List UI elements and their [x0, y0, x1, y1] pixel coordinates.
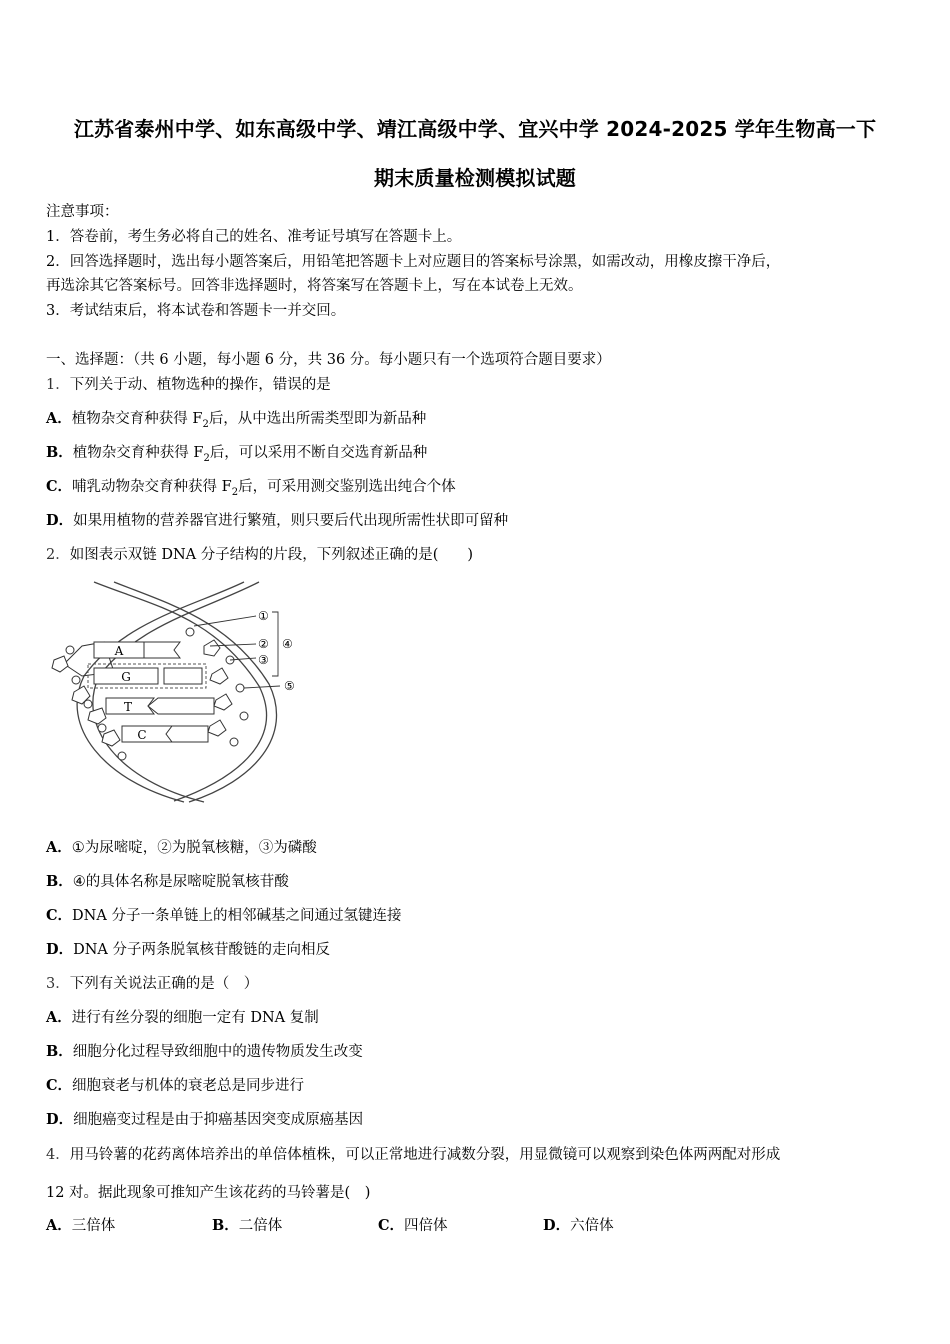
- question-1-option-d: [46, 511, 508, 531]
- option-subscript: 2: [231, 486, 239, 498]
- phosphate-circle: [186, 628, 194, 636]
- option-label: C．: [46, 1077, 73, 1094]
- option-subscript: 2: [202, 418, 209, 430]
- deoxyribose-shape: [214, 694, 232, 710]
- base-pair-a: [94, 642, 180, 658]
- deoxyribose-shape: [88, 708, 106, 724]
- question-3-stem: [46, 974, 258, 994]
- phosphate-circle: [236, 684, 244, 692]
- question-3-text: 下列有关说法正确的是（ ）: [69, 976, 259, 992]
- option-text-rest: 后，从中选出所需类型即为新品种: [208, 411, 427, 427]
- option-text: 二倍体: [238, 1218, 283, 1234]
- complement-base: [164, 668, 202, 684]
- marker-3: ③: [258, 653, 269, 667]
- option-label: D．: [543, 1217, 571, 1234]
- option-text: 细胞癌变过程是由于抑癌基因突变成原癌基因: [73, 1112, 364, 1128]
- option-label: D．: [46, 941, 74, 958]
- helix-strand-front: [77, 582, 244, 802]
- option-text: ④的具体名称是尿嘧啶脱氧核苷酸: [72, 874, 289, 890]
- phosphate-circle: [66, 646, 74, 654]
- question-2-option-a: [46, 838, 317, 858]
- helix-strand-back-edge: [114, 582, 277, 802]
- option-text: DNA 分子一条单链上的相邻碱基之间通过氢键连接: [72, 908, 402, 924]
- option-text: ①为尿嘧啶，②为脱氧核糖，③为磷酸: [71, 840, 317, 856]
- deoxyribose-shape: [208, 720, 226, 736]
- dna-structure-diagram: [44, 576, 306, 804]
- option-label: A．: [46, 410, 72, 427]
- question-2-option-c: [46, 906, 401, 926]
- question-4-option-b: [212, 1216, 282, 1236]
- option-label: C．: [46, 478, 73, 495]
- question-2-text: 如图表示双链 DNA 分子结构的片段，下列叙述正确的是( ): [69, 547, 474, 563]
- question-3-option-d: [46, 1110, 363, 1130]
- option-text: 植物杂交育种获得 F: [72, 445, 204, 461]
- deoxyribose-shape: [102, 730, 120, 746]
- question-3-number: 3．: [46, 976, 70, 992]
- option-label: A．: [46, 1217, 72, 1234]
- notice-item-2: 2．回答选择题时，选出每小题答案后，用铅笔把答题卡上对应题目的答案标号涂黑，如需改动，用橡皮擦干净后，: [46, 254, 781, 270]
- option-label: B．: [46, 444, 73, 461]
- phosphate-circle: [84, 700, 92, 708]
- helix-strand-front-edge: [93, 582, 259, 802]
- pointer-line-5: [244, 686, 280, 688]
- question-1-number: 1．: [46, 377, 70, 393]
- option-subscript: 2: [203, 452, 210, 464]
- complement-base: [144, 642, 180, 658]
- exam-title-line-2: 期末质量检测模拟试题: [374, 166, 576, 190]
- question-2-option-d: [46, 940, 330, 960]
- base-pair-t: [106, 698, 214, 714]
- question-2-number: 2．: [46, 547, 70, 563]
- option-text: 三倍体: [71, 1218, 116, 1234]
- option-label: D．: [46, 512, 74, 529]
- notice-item-3: 3．考试结束后，将本试卷和答题卡一并交回。: [46, 303, 346, 319]
- question-1-option-c: [46, 477, 456, 503]
- phosphate-circle: [98, 724, 106, 732]
- option-label: D．: [46, 1111, 74, 1128]
- question-4-option-c: [378, 1216, 448, 1236]
- question-4-option-a: [46, 1216, 115, 1236]
- bracket-4: [272, 612, 278, 676]
- option-text: DNA 分子两条脱氧核苷酸链的走向相反: [73, 942, 330, 958]
- question-3-option-c: [46, 1076, 304, 1096]
- deoxyribose-shape: [52, 656, 68, 672]
- question-3-option-a: [46, 1008, 319, 1028]
- marker-5: ⑤: [284, 679, 295, 693]
- notice-item-1: 1．答卷前，考生务必将自己的姓名、准考证号填写在答题卡上。: [46, 229, 462, 245]
- option-label: B．: [46, 873, 73, 890]
- option-text-rest: 后，可以采用不断自交选育新品种: [209, 445, 428, 461]
- question-2-stem: [46, 545, 473, 565]
- question-4-options: [46, 1216, 646, 1236]
- phosphate-circle: [240, 712, 248, 720]
- question-1-option-a: [46, 409, 426, 435]
- complement-base: [148, 698, 214, 714]
- deoxyribose-shape: [210, 668, 228, 684]
- base-label: G: [121, 670, 131, 684]
- section-heading: 一、选择题：（共 6 小题，每小题 6 分，共 36 分。每小题只有一个选项符合题目要求）: [46, 352, 611, 368]
- phosphate-circle: [230, 738, 238, 746]
- option-text: 进行有丝分裂的细胞一定有 DNA 复制: [71, 1010, 319, 1026]
- question-1-option-b: [46, 443, 427, 469]
- option-text: 哺乳动物杂交育种获得 F: [72, 479, 232, 495]
- option-text: 细胞分化过程导致细胞中的遗传物质发生改变: [72, 1044, 363, 1060]
- option-text: 六倍体: [570, 1218, 614, 1234]
- base-pair-g: [94, 668, 202, 684]
- base-label: C: [137, 728, 147, 742]
- base-rect: [122, 726, 172, 742]
- option-label: B．: [212, 1217, 239, 1234]
- question-4-option-d: [543, 1216, 614, 1236]
- exam-title-line-1: 江苏省泰州中学、如东高级中学、靖江高级中学、宜兴中学 2024-2025 学年生物高一下: [73, 117, 877, 141]
- option-label: A．: [46, 839, 72, 856]
- option-label: B．: [46, 1043, 73, 1060]
- marker-1: ①: [258, 609, 269, 623]
- phosphate-circle: [118, 752, 126, 760]
- deoxyribose-shape: [204, 640, 220, 656]
- base-pair-c: [122, 726, 208, 742]
- option-label: C．: [46, 907, 73, 924]
- marker-2: ②: [258, 637, 269, 651]
- question-3-option-b: [46, 1042, 363, 1062]
- base-label: A: [114, 644, 124, 658]
- question-1-stem: [46, 375, 331, 395]
- question-2-option-b: [46, 872, 289, 892]
- option-label: C．: [378, 1217, 405, 1234]
- question-4-number: 4．: [46, 1147, 70, 1163]
- option-text: 细胞衰老与机体的衰老总是同步进行: [72, 1078, 305, 1094]
- notice-item-2-cont: 再选涂其它答案标号。回答非选择题时，将答案写在答题卡上，写在本试卷上无效。: [46, 278, 583, 294]
- question-4-stem-cont: 12 对。据此现象可推知产生该花药的马铃薯是( ): [46, 1185, 371, 1201]
- option-label: A．: [46, 1009, 72, 1026]
- notice-heading: 注意事项：: [46, 204, 119, 220]
- option-text: 植物杂交育种获得 F: [71, 411, 203, 427]
- question-4-stem: [46, 1145, 780, 1165]
- complement-base: [166, 726, 208, 742]
- phosphate-circle: [72, 676, 80, 684]
- option-text: 四倍体: [404, 1218, 448, 1234]
- option-text: 如果用植物的营养器官进行繁殖，则只要后代出现所需性状即可留种: [73, 513, 509, 529]
- marker-4: ④: [282, 637, 293, 651]
- option-text-rest: 后，可采用测交鉴别选出纯合个体: [238, 479, 456, 495]
- question-1-text: 下列关于动、植物选种的操作，错误的是: [69, 377, 331, 393]
- question-4-text: 用马铃薯的花药离体培养出的单倍体植株，可以正常地进行减数分裂，用显微镜可以观察到染色体两两配对形成: [69, 1147, 781, 1163]
- base-label: T: [123, 700, 133, 714]
